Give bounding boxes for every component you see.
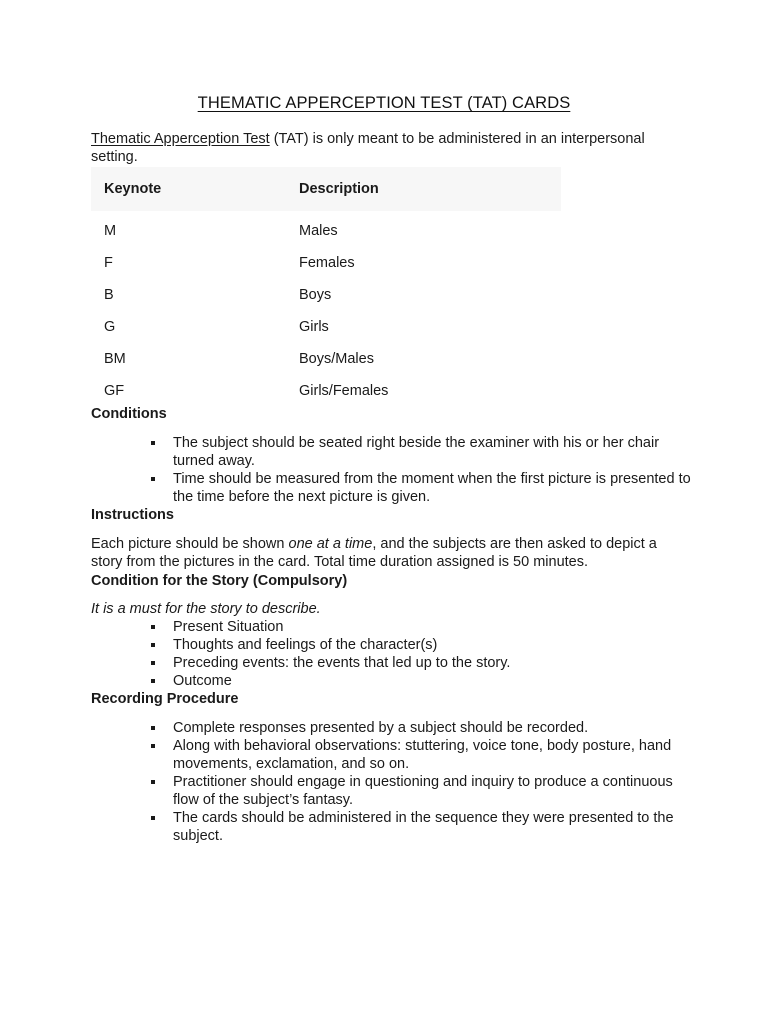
description-cell: Males — [299, 223, 338, 239]
bullet-icon — [151, 726, 155, 730]
bullet-icon — [151, 643, 155, 647]
list-item — [91, 809, 691, 845]
keynote-cell: GF — [104, 383, 125, 399]
bullet-icon — [151, 679, 155, 683]
list-item-text: The subject should be seated right beside the examiner with his or her chair turned away. — [173, 435, 660, 469]
list-item-text: Practitioner should engage in questioning and inquiry to produce a continuous flow of the subject’s fantasy. — [173, 774, 673, 808]
description-cell: Boys — [299, 287, 332, 303]
table-row — [91, 279, 561, 311]
page-title: THEMATIC APPERCEPTION TEST (TAT) CARDS — [197, 94, 571, 112]
bullet-icon — [151, 744, 155, 748]
column-header-keynote: Keynote — [91, 167, 286, 211]
list-item-text: Along with behavioral observations: stuttering, voice tone, body posture, hand movements, exclamation, and so on. — [173, 738, 672, 772]
bullet-icon — [151, 477, 155, 481]
intro-paragraph — [91, 130, 691, 166]
instructions-emphasis: one at a time — [288, 536, 373, 552]
list-item — [91, 618, 691, 636]
description-cell: Boys/Males — [299, 351, 374, 367]
keynote-cell: G — [104, 319, 116, 335]
keynote-cell: BM — [104, 351, 126, 367]
keynote-cell: B — [104, 287, 114, 303]
conditions-list — [91, 434, 691, 506]
description-cell: Girls/Females — [299, 383, 389, 399]
list-item-text: Present Situation — [173, 619, 284, 635]
list-item-text: The cards should be administered in the sequence they were presented to the subject. — [173, 810, 674, 844]
list-item-text: Complete responses presented by a subject should be recorded. — [173, 720, 589, 736]
list-item-text: Time should be measured from the moment when the first picture is presented to the time before the next picture is given. — [173, 471, 691, 505]
list-item — [91, 773, 691, 809]
recording-heading: Recording Procedure — [91, 691, 239, 707]
instructions-paragraph — [91, 535, 691, 571]
list-item — [91, 654, 691, 672]
table-row — [91, 211, 561, 247]
list-item — [91, 672, 691, 690]
table-row — [91, 343, 561, 375]
table-row — [91, 375, 561, 407]
table-header-row — [91, 167, 561, 211]
tat-link[interactable]: Thematic Apperception Test — [91, 131, 270, 147]
table-row — [91, 247, 561, 279]
recording-list — [91, 719, 691, 845]
keynote-cell: M — [104, 223, 117, 239]
keynote-cell: F — [104, 255, 113, 271]
list-item — [91, 719, 691, 737]
column-header-description: Description — [286, 167, 561, 211]
bullet-icon — [151, 816, 155, 820]
bullet-icon — [151, 780, 155, 784]
conditions-heading: Conditions — [91, 406, 167, 422]
story-heading: Condition for the Story (Compulsory) — [91, 573, 348, 589]
bullet-icon — [151, 441, 155, 445]
list-item-text: Preceding events: the events that led up to the story. — [173, 655, 511, 671]
keynote-table — [91, 167, 561, 407]
description-cell: Females — [299, 255, 355, 271]
table-row — [91, 311, 561, 343]
list-item — [91, 636, 691, 654]
story-list — [91, 618, 691, 690]
bullet-icon — [151, 625, 155, 629]
story-lead: It is a must for the story to describe. — [91, 601, 321, 617]
description-cell: Girls — [299, 319, 329, 335]
list-item-text: Outcome — [173, 673, 232, 689]
list-item — [91, 737, 691, 773]
list-item-text: Thoughts and feelings of the character(s) — [173, 637, 438, 653]
bullet-icon — [151, 661, 155, 665]
list-item — [91, 470, 691, 506]
instructions-heading: Instructions — [91, 507, 174, 523]
instructions-text-rest: , and the subjects are then asked to depict a story from the pictures in the card. Total time duration assigned is 50 minutes. — [91, 536, 657, 570]
instructions-text: Each picture should be shown — [91, 536, 289, 552]
list-item — [91, 434, 691, 470]
intro-text: (TAT) is only meant to be administered in an interpersonal setting. — [91, 131, 645, 165]
